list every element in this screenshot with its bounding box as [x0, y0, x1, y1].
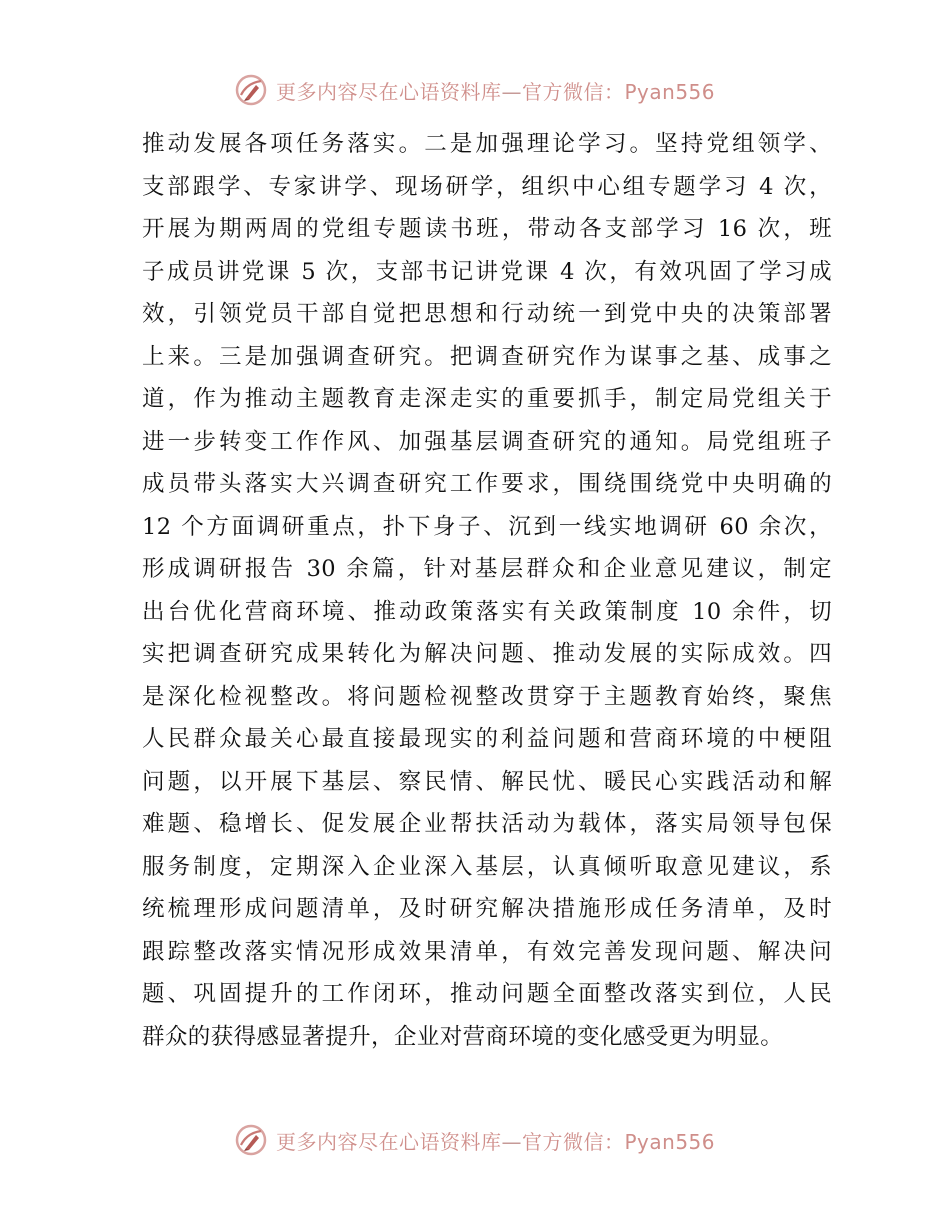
text-line: 人民群众最关心最直接最现实的利益问题和营商环境的中梗阻	[142, 726, 832, 752]
text-line: 出台优化营商环境、推动政策落实有关政策制度 10 余件，切	[142, 598, 832, 625]
header-watermark	[234, 70, 715, 110]
text-line: 开展为期两周的党组专题读书班，带动各支部学习 16 次，班	[142, 216, 832, 242]
text-line: 上来。三是加强调查研究。把调查研究作为谋事之基、成事之	[142, 343, 832, 370]
text-line: 推动发展各项任务落实。二是加强理论学习。坚持党组领学、	[142, 131, 832, 157]
pen-circle-logo-icon	[234, 73, 268, 107]
text-line: 成员带头落实大兴调查研究工作要求，围绕围绕党中央明确的	[142, 471, 832, 497]
pen-circle-logo-icon	[234, 1123, 268, 1157]
text-line: 支部跟学、专家讲学、现场研学，组织中心组专题学习 4 次，	[142, 173, 832, 200]
body-text	[142, 123, 832, 1058]
text-line: 难题、稳增长、促发展企业帮扶活动为载体，落实局领导包保	[142, 811, 832, 837]
text-line: 效，引领党员干部自觉把思想和行动统一到党中央的决策部署	[142, 301, 832, 327]
text-line: 跟踪整改落实情况形成效果清单，有效完善发现问题、解决问	[142, 938, 832, 965]
text-line: 实把调查研究成果转化为解决问题、推动发展的实际成效。四	[142, 641, 832, 667]
watermark-text: 更多内容尽在心语资料库—官方微信：Pyan556	[276, 1129, 716, 1154]
text-line: 形成调研报告 30 余篇，针对基层群众和企业意见建议，制定	[142, 556, 832, 582]
watermark-text: 更多内容尽在心语资料库—官方微信：Pyan556	[276, 79, 716, 104]
text-line: 道，作为推动主题教育走深走实的重要抓手，制定局党组关于	[142, 386, 832, 412]
footer-watermark	[234, 1120, 715, 1160]
text-line: 群众的获得感显著提升，企业对营商环境的变化感受更为明显。	[142, 1023, 784, 1050]
text-line: 问题，以开展下基层、察民情、解民忧、暖民心实践活动和解	[142, 768, 832, 795]
text-line: 服务制度，定期深入企业深入基层，认真倾听取意见建议，系	[142, 853, 832, 880]
text-line: 是深化检视整改。将问题检视整改贯穿于主题教育始终，聚焦	[142, 683, 832, 710]
text-line: 统梳理形成问题清单，及时研究解决措施形成任务清单，及时	[142, 896, 832, 922]
text-line: 题、巩固提升的工作闭环，推动问题全面整改落实到位，人民	[142, 981, 832, 1007]
text-line: 12 个方面调研重点，扑下身子、沉到一线实地调研 60 余次，	[142, 513, 832, 540]
text-line: 进一步转变工作作风、加强基层调查研究的通知。局党组班子	[142, 428, 832, 455]
text-line: 子成员讲党课 5 次，支部书记讲党课 4 次，有效巩固了学习成	[142, 258, 832, 285]
